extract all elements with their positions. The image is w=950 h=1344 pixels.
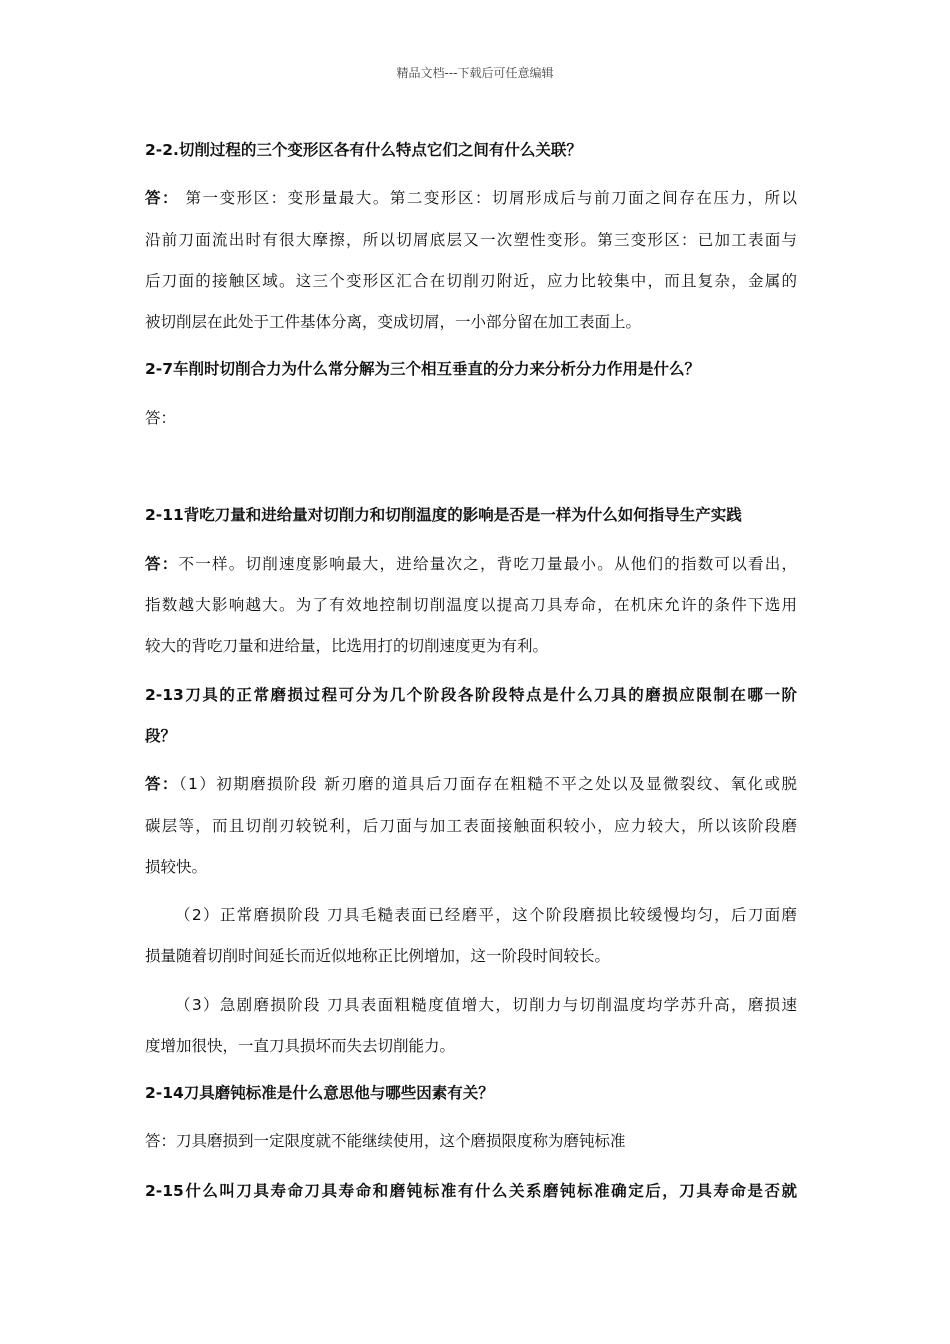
answer-text: （1）初期磨损阶段 新刃磨的道具后刀面存在粗糙不平之处以及显微裂纹、氧化或脱 [178,775,797,793]
answer-2-13-p1-line-1 [145,773,797,795]
answer-2-13-p2-line-1: （2）正常磨损阶段 刀具毛糙表面已经磨平，这个阶段磨损比较缓慢均匀，后刀面磨 [175,906,797,924]
question-2-14: 2-14刀具磨钝标准是什么意思他与哪些因素有关？ [145,1084,494,1102]
answer-text: 第一变形区：变形量最大。第二变形区：切屑形成后与前刀面之间存在压力，所以 [179,189,797,207]
question-2-15: 2-15什么叫刀具寿命刀具寿命和磨钝标准有什么关系磨钝标准确定后，刀具寿命是否就 [145,1182,797,1200]
answer-2-2-line-3: 后刀面的接触区域。这三个变形区汇合在切削刃附近，应力比较集中，而且复杂，金属的 [145,272,797,290]
answer-2-2-line-1 [145,187,797,209]
answer-2-13-p1-line-2: 碳层等，而且切削刃较锐利，后刀面与加工表面接触面积较小，应力较大，所以该阶段磨 [145,817,797,835]
answer-label: 答： [145,555,179,573]
page-header: 精品文档---下载后可任意编辑 [396,66,554,80]
answer-2-7-label: 答： [145,409,177,427]
answer-2-2-line-2: 沿前刀面流出时有很大摩擦，所以切屑底层又一次塑性变形。第三变形区：已加工表面与 [145,231,797,249]
answer-2-11-line-3: 较大的背吃刀量和进给量，比选用打的切削速度更为有利。 [145,637,549,655]
answer-2-2-line-4: 被切削层在此处于工件基体分离，变成切屑，一小部分留在加工表面上。 [145,313,642,331]
question-2-13-line-1: 2-13刀具的正常磨损过程可分为几个阶段各阶段特点是什么刀具的磨损应限制在哪一阶 [145,686,797,704]
answer-2-13-p2-line-2: 损量随着切削时间延长而近似地称正比例增加，这一阶段时间较长。 [145,947,611,965]
answer-2-13-p3-line-1: （3）急剧磨损阶段 刀具表面粗糙度值增大，切削力与切削温度均学苏升高，磨损速 [175,996,797,1014]
question-2-2: 2-2.切削过程的三个变形区各有什么特点它们之间有什么关联？ [145,141,582,159]
answer-2-11-line-2: 指数越大影响越大。为了有效地控制切削温度以提高刀具寿命，在机床允许的条件下选用 [145,596,797,614]
question-2-7: 2-7车削时切削合力为什么常分解为三个相互垂直的分力来分析分力作用是什么？ [145,360,701,378]
answer-2-13-p3-line-2: 度增加很快，一直刀具损坏而失去切削能力。 [145,1037,456,1055]
answer-label: 答： [145,189,180,207]
answer-2-11-line-1 [145,553,797,575]
question-2-13-line-2: 段？ [145,727,177,745]
answer-text: 不一样。切削速度影响最大，进给量次之，背吃刀量最小。从他们的指数可以看出， [178,555,797,573]
question-2-11: 2-11背吃刀量和进给量对切削力和切削温度的影响是否是一样为什么如何指导生产实践 [145,506,742,524]
answer-2-14: 答：刀具磨损到一定限度就不能继续使用，这个磨损限度称为磨钝标准 [145,1132,626,1150]
answer-2-13-p1-line-3: 损较快。 [145,858,208,876]
answer-label: 答： [145,775,179,793]
